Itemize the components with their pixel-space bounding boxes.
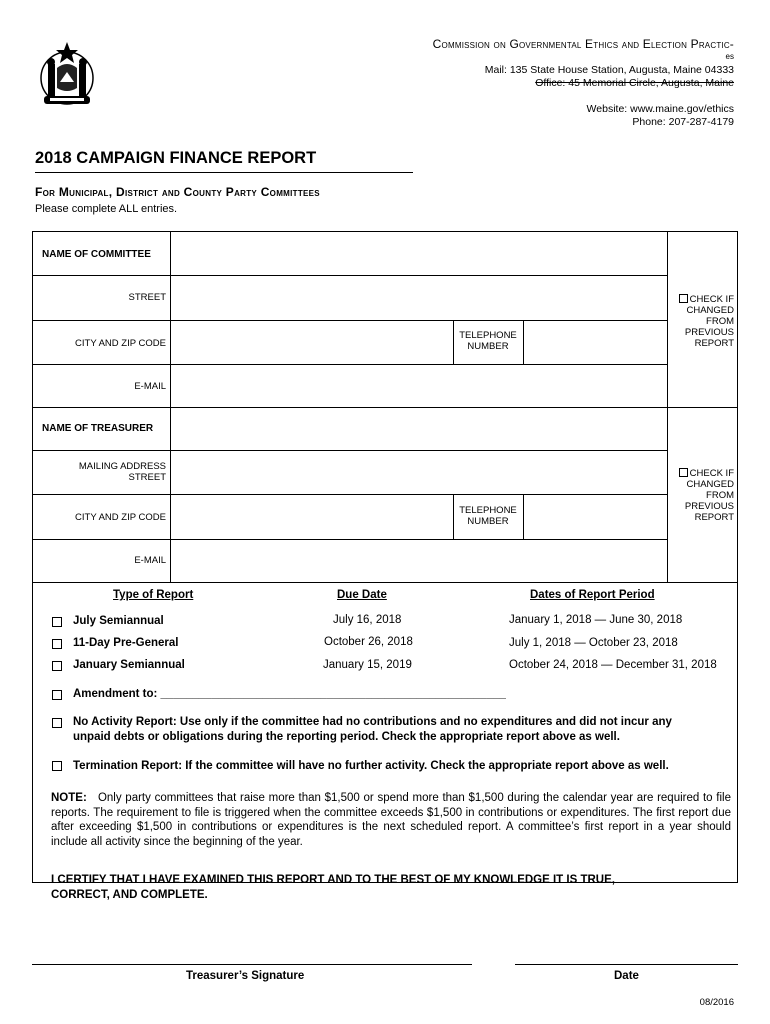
treasurer-email-label: E-MAIL [134, 555, 166, 566]
pre-general-checkbox[interactable] [52, 639, 62, 649]
july-semiannual-checkbox[interactable] [52, 617, 62, 627]
treasurer-mailing-label: MAILING ADDRESS STREET [78, 461, 166, 483]
january-semiannual-checkbox[interactable] [52, 661, 62, 671]
checkbox-icon[interactable] [679, 468, 688, 477]
note-text: Only party committees that raise more than $1,500 or spend more than $1,500 during the calendar year are required to file reports. The requirement to file is triggered when the committee exceeds $1,500 in contributions or expenditures. The first report due after exceeding $1,500 in contributions or expenditures is the next scheduled report. A committee’s first report in a year should include all activity since the beginning of the year. [51, 792, 731, 848]
committee-email-label: E-MAIL [134, 381, 166, 392]
due-date-header: Due Date [337, 589, 387, 601]
signature-label: Treasurer’s Signature [186, 970, 305, 982]
committee-name-label: NAME OF COMMITTEE [42, 249, 151, 260]
due-date-value: July 16, 2018 [333, 614, 402, 626]
report-period-value: October 24, 2018 — December 31, 2018 [509, 659, 717, 671]
type-of-report-header: Type of Report [113, 589, 194, 601]
treasurer-city-zip-field[interactable] [171, 495, 452, 538]
commission-name-continued: es [725, 52, 734, 61]
note-label: NOTE: [51, 792, 87, 804]
committee-street-label: STREET [128, 292, 166, 303]
no-activity-checkbox[interactable] [52, 718, 62, 728]
mail-address: Mail: 135 State House Station, Augusta, Maine 04333 [484, 64, 734, 76]
treasurer-telephone-field[interactable] [524, 495, 666, 538]
report-form [32, 231, 738, 883]
date-label: Date [614, 970, 639, 982]
signature-line[interactable] [32, 964, 472, 965]
certification-statement: I CERTIFY THAT I HAVE EXAMINED THIS REPORT AND TO THE BEST OF MY KNOWLEDGE IT IS TRUE, CORRECT, AND COMPLETE. [51, 874, 615, 901]
phone: Phone: 207-287-4179 [632, 116, 734, 128]
committee-name-field[interactable] [171, 233, 666, 275]
amendment-checkbox[interactable] [52, 690, 62, 700]
due-date-value: January 15, 2019 [323, 659, 412, 671]
report-period-value: July 1, 2018 — October 23, 2018 [509, 637, 678, 649]
page-title: 2018 CAMPAIGN FINANCE REPORT [35, 149, 317, 167]
instructions: Please complete ALL entries. [35, 203, 178, 215]
checkbox-icon[interactable] [679, 294, 688, 303]
committee-city-label: CITY AND ZIP CODE [75, 338, 166, 349]
report-period-value: January 1, 2018 — June 30, 2018 [509, 614, 683, 626]
committee-email-field[interactable] [171, 365, 666, 406]
committee-city-zip-field[interactable] [171, 321, 452, 363]
committee-telephone-label: TELEPHONE NUMBER [459, 330, 517, 352]
treasurer-city-label: CITY AND ZIP CODE [75, 512, 166, 523]
treasurer-changed-check[interactable]: CHECK IF CHANGED FROM PREVIOUS REPORT [668, 468, 734, 523]
note-paragraph [51, 791, 731, 849]
committee-street-field[interactable] [171, 276, 666, 319]
report-type-label: January Semiannual [73, 659, 185, 671]
committee-telephone-field[interactable] [524, 321, 666, 363]
termination-text: Termination Report: If the committee will have no further activity. Check the appropriate report above as well. [73, 760, 669, 772]
due-date-value: October 26, 2018 [324, 636, 413, 648]
treasurer-name-field[interactable] [171, 408, 666, 449]
report-type-label: 11-Day Pre-General [73, 637, 179, 649]
no-activity-text: No Activity Report: Use only if the committee had no contributions and no expenditures and did not incur any unpaid debts or obligations during the reporting period. Check the appropriate report above as well. [73, 716, 672, 743]
date-line[interactable] [515, 964, 738, 965]
treasurer-email-field[interactable] [171, 540, 666, 581]
report-period-header: Dates of Report Period [530, 589, 655, 601]
amendment-label[interactable]: Amendment to: ______________________________________________________ [73, 688, 506, 700]
website: Website: www.maine.gov/ethics [586, 103, 734, 115]
maine-state-seal [36, 38, 98, 112]
office-address: Office: 45 Memorial Circle, Augusta, Maine [535, 77, 734, 89]
committee-changed-check[interactable]: CHECK IF CHANGED FROM PREVIOUS REPORT [668, 294, 734, 349]
report-type-label: July Semiannual [73, 615, 164, 627]
treasurer-street-field[interactable] [171, 451, 666, 493]
treasurer-name-label: NAME OF TREASURER [42, 423, 154, 434]
termination-checkbox[interactable] [52, 761, 62, 771]
page-subtitle: For Municipal, District and County Party Committees [35, 185, 320, 199]
form-revision: 08/2016 [699, 997, 734, 1008]
title-divider [35, 172, 413, 173]
commission-name: Commission on Governmental Ethics and Election Practic- [432, 37, 734, 51]
treasurer-telephone-label: TELEPHONE NUMBER [459, 505, 517, 527]
